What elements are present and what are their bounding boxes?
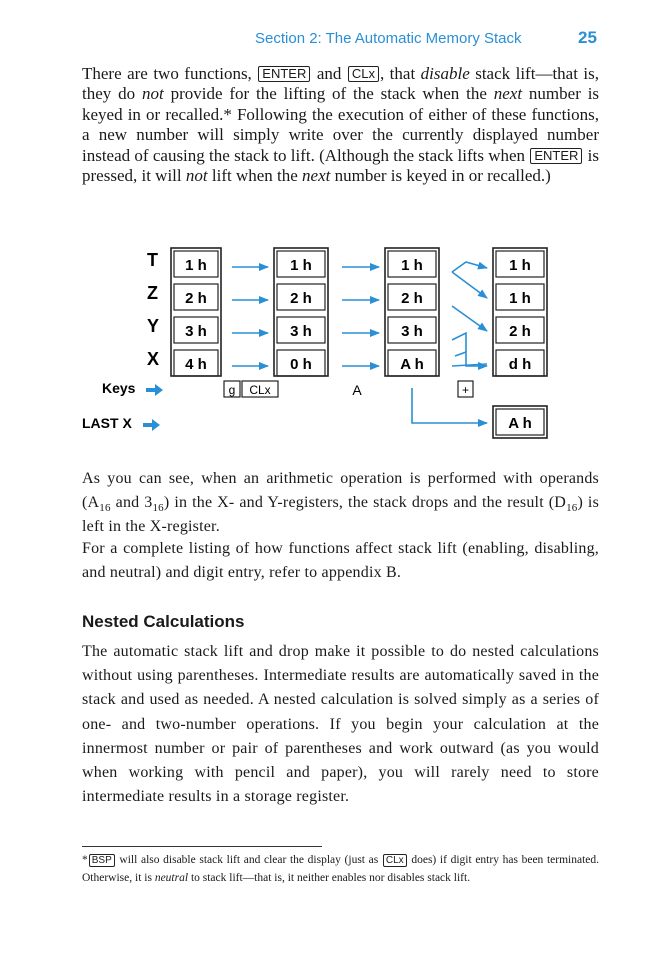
- text: stack lift—that is, they do: [82, 64, 599, 104]
- appendix-reference-paragraph: For a complete listing of how functions affect stack lift (enabling, disabling, and neutral) and digit entry, refer to appendix B.: [82, 540, 599, 581]
- a-key-label: A: [352, 382, 362, 398]
- page-header: [0, 28, 666, 52]
- subscript: 16: [152, 502, 164, 515]
- text: provide for the lifting of the stack when the: [170, 84, 487, 104]
- section-title: Section 2: The Automatic Memory Stack: [255, 30, 522, 47]
- subscript: 16: [99, 502, 111, 515]
- text: ) is left in the X-register.: [82, 494, 599, 535]
- arrow-to-lastx-icon: [412, 388, 487, 423]
- intro-paragraph: [82, 64, 599, 186]
- emphasis: disable: [420, 64, 470, 83]
- lastx-value: A h: [508, 415, 532, 432]
- arrow-right-icon: [146, 384, 163, 396]
- emphasis: next: [302, 166, 331, 186]
- register-cell: 1 h: [401, 257, 423, 274]
- register-label-x: X: [147, 349, 160, 369]
- keys-label: Keys: [102, 380, 136, 396]
- emphasis: not: [141, 84, 164, 104]
- text: to stack lift—that is, it neither enables nor disables stack lift.: [190, 872, 471, 884]
- register-cell: 4 h: [185, 356, 207, 373]
- register-cell: 0 h: [290, 356, 312, 373]
- emphasis: not: [185, 166, 208, 186]
- register-cell: 1 h: [185, 257, 207, 274]
- text: lift when the: [211, 166, 298, 186]
- text: and: [316, 64, 342, 83]
- connector-line: [452, 333, 466, 352]
- section-heading: Nested Calculations: [82, 612, 245, 631]
- stack-drop-paragraph: [82, 467, 599, 539]
- stack-column-4: [493, 248, 547, 376]
- plus-key-label: +: [461, 383, 470, 397]
- text: As you can see, when an arithmetic operation is performed with operands (A: [82, 470, 599, 511]
- page-number: 25: [578, 28, 597, 47]
- g-key-label: g: [228, 383, 236, 397]
- clx-key: CLx: [383, 854, 407, 867]
- plus-key: [458, 381, 473, 397]
- footnote-divider: [82, 846, 322, 847]
- enter-key: ENTER: [530, 148, 582, 164]
- register-cell: d h: [508, 356, 532, 373]
- arrow-right-icon: [143, 419, 160, 431]
- arrow-right-icon: [455, 352, 487, 366]
- text: There are two functions,: [82, 64, 252, 83]
- subscript: 16: [566, 502, 578, 515]
- text: is pressed, it will: [82, 145, 600, 186]
- arrow-right-icon: [452, 262, 487, 272]
- bsp-key: BSP: [89, 854, 115, 867]
- register-label-z: Z: [147, 283, 158, 303]
- nested-calculations-paragraph: The automatic stack lift and drop make it possible to do nested calculations without using parentheses. Intermediate results are automatically saved in the stack and used as needed. A nested calculation is solved simply as a series of one- and two-number operations. If you begin your calculation at the innermost number or pair of parentheses and work outward (as you would when working with pencil and paper), you will rarely need to store intermediate results in a storage register.: [82, 643, 599, 806]
- footnote: [82, 851, 599, 887]
- register-label-t: T: [147, 250, 158, 270]
- register-cell: 3 h: [401, 323, 423, 340]
- register-cell: 3 h: [290, 323, 312, 340]
- register-cell: 2 h: [290, 290, 312, 307]
- lastx-register: [493, 406, 547, 438]
- register-cell: 1 h: [509, 257, 531, 274]
- arrows-col3-col4: [412, 262, 487, 423]
- arrows-col2-col3: [342, 267, 379, 366]
- arrow-down-right-icon: [452, 272, 487, 298]
- text: , that: [379, 64, 416, 83]
- register-cell: A h: [400, 356, 424, 373]
- clx-key: [242, 381, 278, 397]
- enter-key: ENTER: [258, 66, 310, 82]
- emphasis: next: [493, 84, 523, 104]
- register-label-y: Y: [147, 316, 160, 336]
- text: number is keyed in or recalled.* Following the execution of either of these functions, a new number will simply write over the currently displayed number instead of causing the stack to lift. (Although the stack lifts when: [82, 84, 600, 165]
- clx-key: CLx: [348, 66, 379, 82]
- clx-key-label: CLx: [249, 383, 271, 397]
- register-cell: 2 h: [509, 323, 531, 340]
- connector-line: [452, 364, 487, 366]
- register-cell: 1 h: [509, 290, 531, 307]
- lastx-label: LAST X: [82, 415, 132, 431]
- emphasis: neutral: [154, 872, 189, 884]
- text: ) in the X- and Y-registers, the stack drops and the result (D: [163, 494, 567, 511]
- register-cell: 1 h: [290, 257, 312, 274]
- arrow-down-right-icon: [452, 306, 487, 331]
- footnote-marker: *: [82, 854, 88, 866]
- text: number is keyed in or recalled.): [334, 166, 551, 186]
- register-cell: 3 h: [185, 323, 207, 340]
- text: and 3: [115, 494, 153, 511]
- stack-column-1: [171, 248, 221, 376]
- g-key: [224, 381, 240, 397]
- text: will also disable stack lift and clear the display (just as: [119, 854, 379, 866]
- stack-column-2: [274, 248, 328, 376]
- register-cell: 2 h: [401, 290, 423, 307]
- register-cell: 2 h: [185, 290, 207, 307]
- stack-column-3: [385, 248, 439, 376]
- text: does) if digit entry has been terminated. Otherwise, it is: [82, 854, 600, 884]
- arrows-col1-col2: [232, 267, 268, 366]
